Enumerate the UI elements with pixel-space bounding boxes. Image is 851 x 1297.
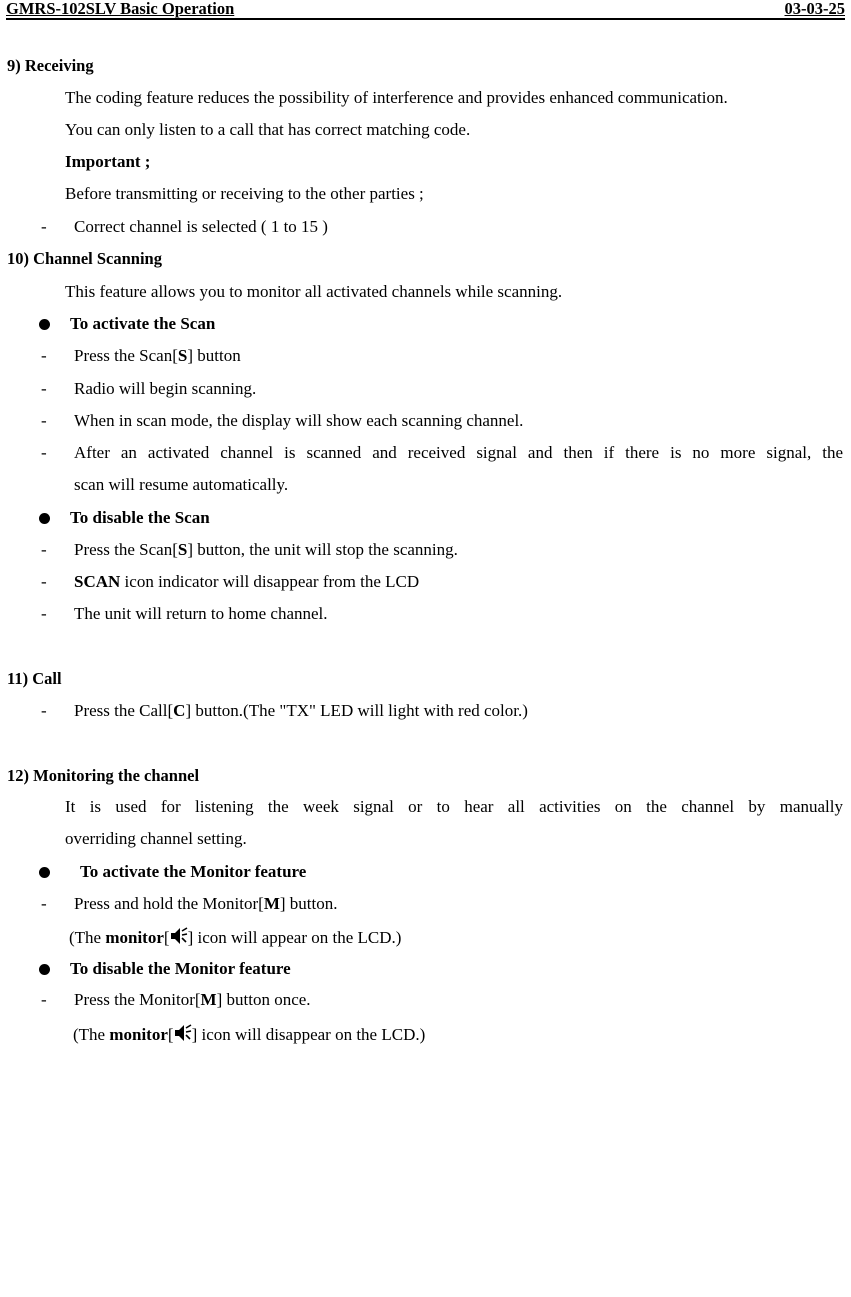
s9-list-item	[0, 216, 851, 238]
dash-marker: -	[41, 701, 47, 720]
item-text: The unit will return to home channel.	[74, 604, 328, 623]
dash-marker: -	[41, 572, 47, 591]
section-9-heading: 9) Receiving	[7, 56, 94, 75]
dash-marker: -	[41, 379, 47, 398]
s10-intro: This feature allows you to monitor all activated channels while scanning.	[65, 282, 563, 301]
s9-item-text: Correct channel is selected ( 1 to 15 )	[74, 217, 328, 236]
bullet-icon	[39, 964, 50, 975]
dash-marker: -	[41, 990, 47, 1009]
speaker-monitor-icon	[174, 1024, 192, 1042]
s10-activate-bullet	[0, 313, 851, 335]
s12-disable-title: To disable the Monitor feature	[70, 959, 291, 978]
item-text: Press the Call[C] button.(The "TX" LED will light with red color.)	[74, 701, 528, 720]
bullet-icon	[39, 513, 50, 524]
dash-marker: -	[41, 443, 47, 462]
header-title: GMRS-102SLV Basic Operation	[6, 0, 235, 18]
dash-marker: -	[41, 346, 47, 365]
s12-activate-item-1	[0, 893, 851, 915]
s10-disable-item-1	[0, 539, 851, 561]
s10-activate-item-4-line-2: scan will resume automatically.	[74, 475, 289, 494]
item-text: Press the Monitor[M] button once.	[74, 990, 311, 1009]
s9-paragraph-2: You can only listen to a call that has correct matching code.	[65, 120, 471, 139]
item-text: When in scan mode, the display will show each scanning channel.	[74, 411, 524, 430]
s10-disable-item-3	[0, 603, 851, 625]
s9-paragraph-3: Before transmitting or receiving to the other parties ;	[65, 184, 424, 203]
header-date: 03-03-25	[784, 0, 845, 18]
item-text: Press the Scan[S] button, the unit will stop the scanning.	[74, 540, 458, 559]
dash-marker: -	[41, 604, 47, 623]
s10-activate-title: To activate the Scan	[70, 314, 216, 333]
dash-marker: -	[41, 894, 47, 913]
bullet-icon	[39, 867, 50, 878]
speaker-monitor-icon	[170, 927, 188, 945]
s9-important-label: Important ;	[65, 152, 151, 171]
section-11-heading: 11) Call	[7, 669, 62, 688]
s10-activate-item-2	[0, 378, 851, 400]
s9-paragraph-1: The coding feature reduces the possibility of interference and provides enhanced communication.	[65, 88, 728, 107]
s12-disable-bullet	[0, 958, 851, 980]
s10-disable-title: To disable the Scan	[70, 508, 210, 527]
dash-marker: -	[41, 411, 47, 430]
dash-marker: -	[41, 217, 47, 236]
item-text: SCAN icon indicator will disappear from the LCD	[74, 572, 420, 591]
s10-disable-item-2	[0, 571, 851, 593]
s10-activate-item-1	[0, 345, 851, 367]
s12-activate-note: (The monitor[ ] icon will appear on the LCD.)	[69, 928, 402, 947]
s12-disable-note: (The monitor[ ] icon will disappear on the LCD.)	[73, 1025, 426, 1044]
s11-item-1	[0, 700, 851, 722]
bullet-icon	[39, 319, 50, 330]
s12-activate-title: To activate the Monitor feature	[80, 862, 307, 881]
item-text: Radio will begin scanning.	[74, 379, 257, 398]
s12-paragraph-line-1: It is used for listening the week signal or to hear all activities on the channel by manually	[65, 797, 843, 816]
s10-activate-item-4-line-1: After an activated channel is scanned and received signal and then if there is no more signal, the	[74, 443, 843, 462]
s10-activate-item-3	[0, 410, 851, 432]
s12-disable-item-1	[0, 989, 851, 1011]
page-header	[6, 0, 845, 20]
s12-paragraph-line-2: overriding channel setting.	[65, 829, 247, 848]
s10-disable-bullet	[0, 507, 851, 529]
section-10-heading: 10) Channel Scanning	[7, 249, 162, 268]
item-text: Press and hold the Monitor[M] button.	[74, 894, 338, 913]
section-12-heading: 12) Monitoring the channel	[7, 766, 200, 785]
item-text: Press the Scan[S] button	[74, 346, 241, 365]
s12-activate-bullet	[0, 861, 851, 883]
dash-marker: -	[41, 540, 47, 559]
